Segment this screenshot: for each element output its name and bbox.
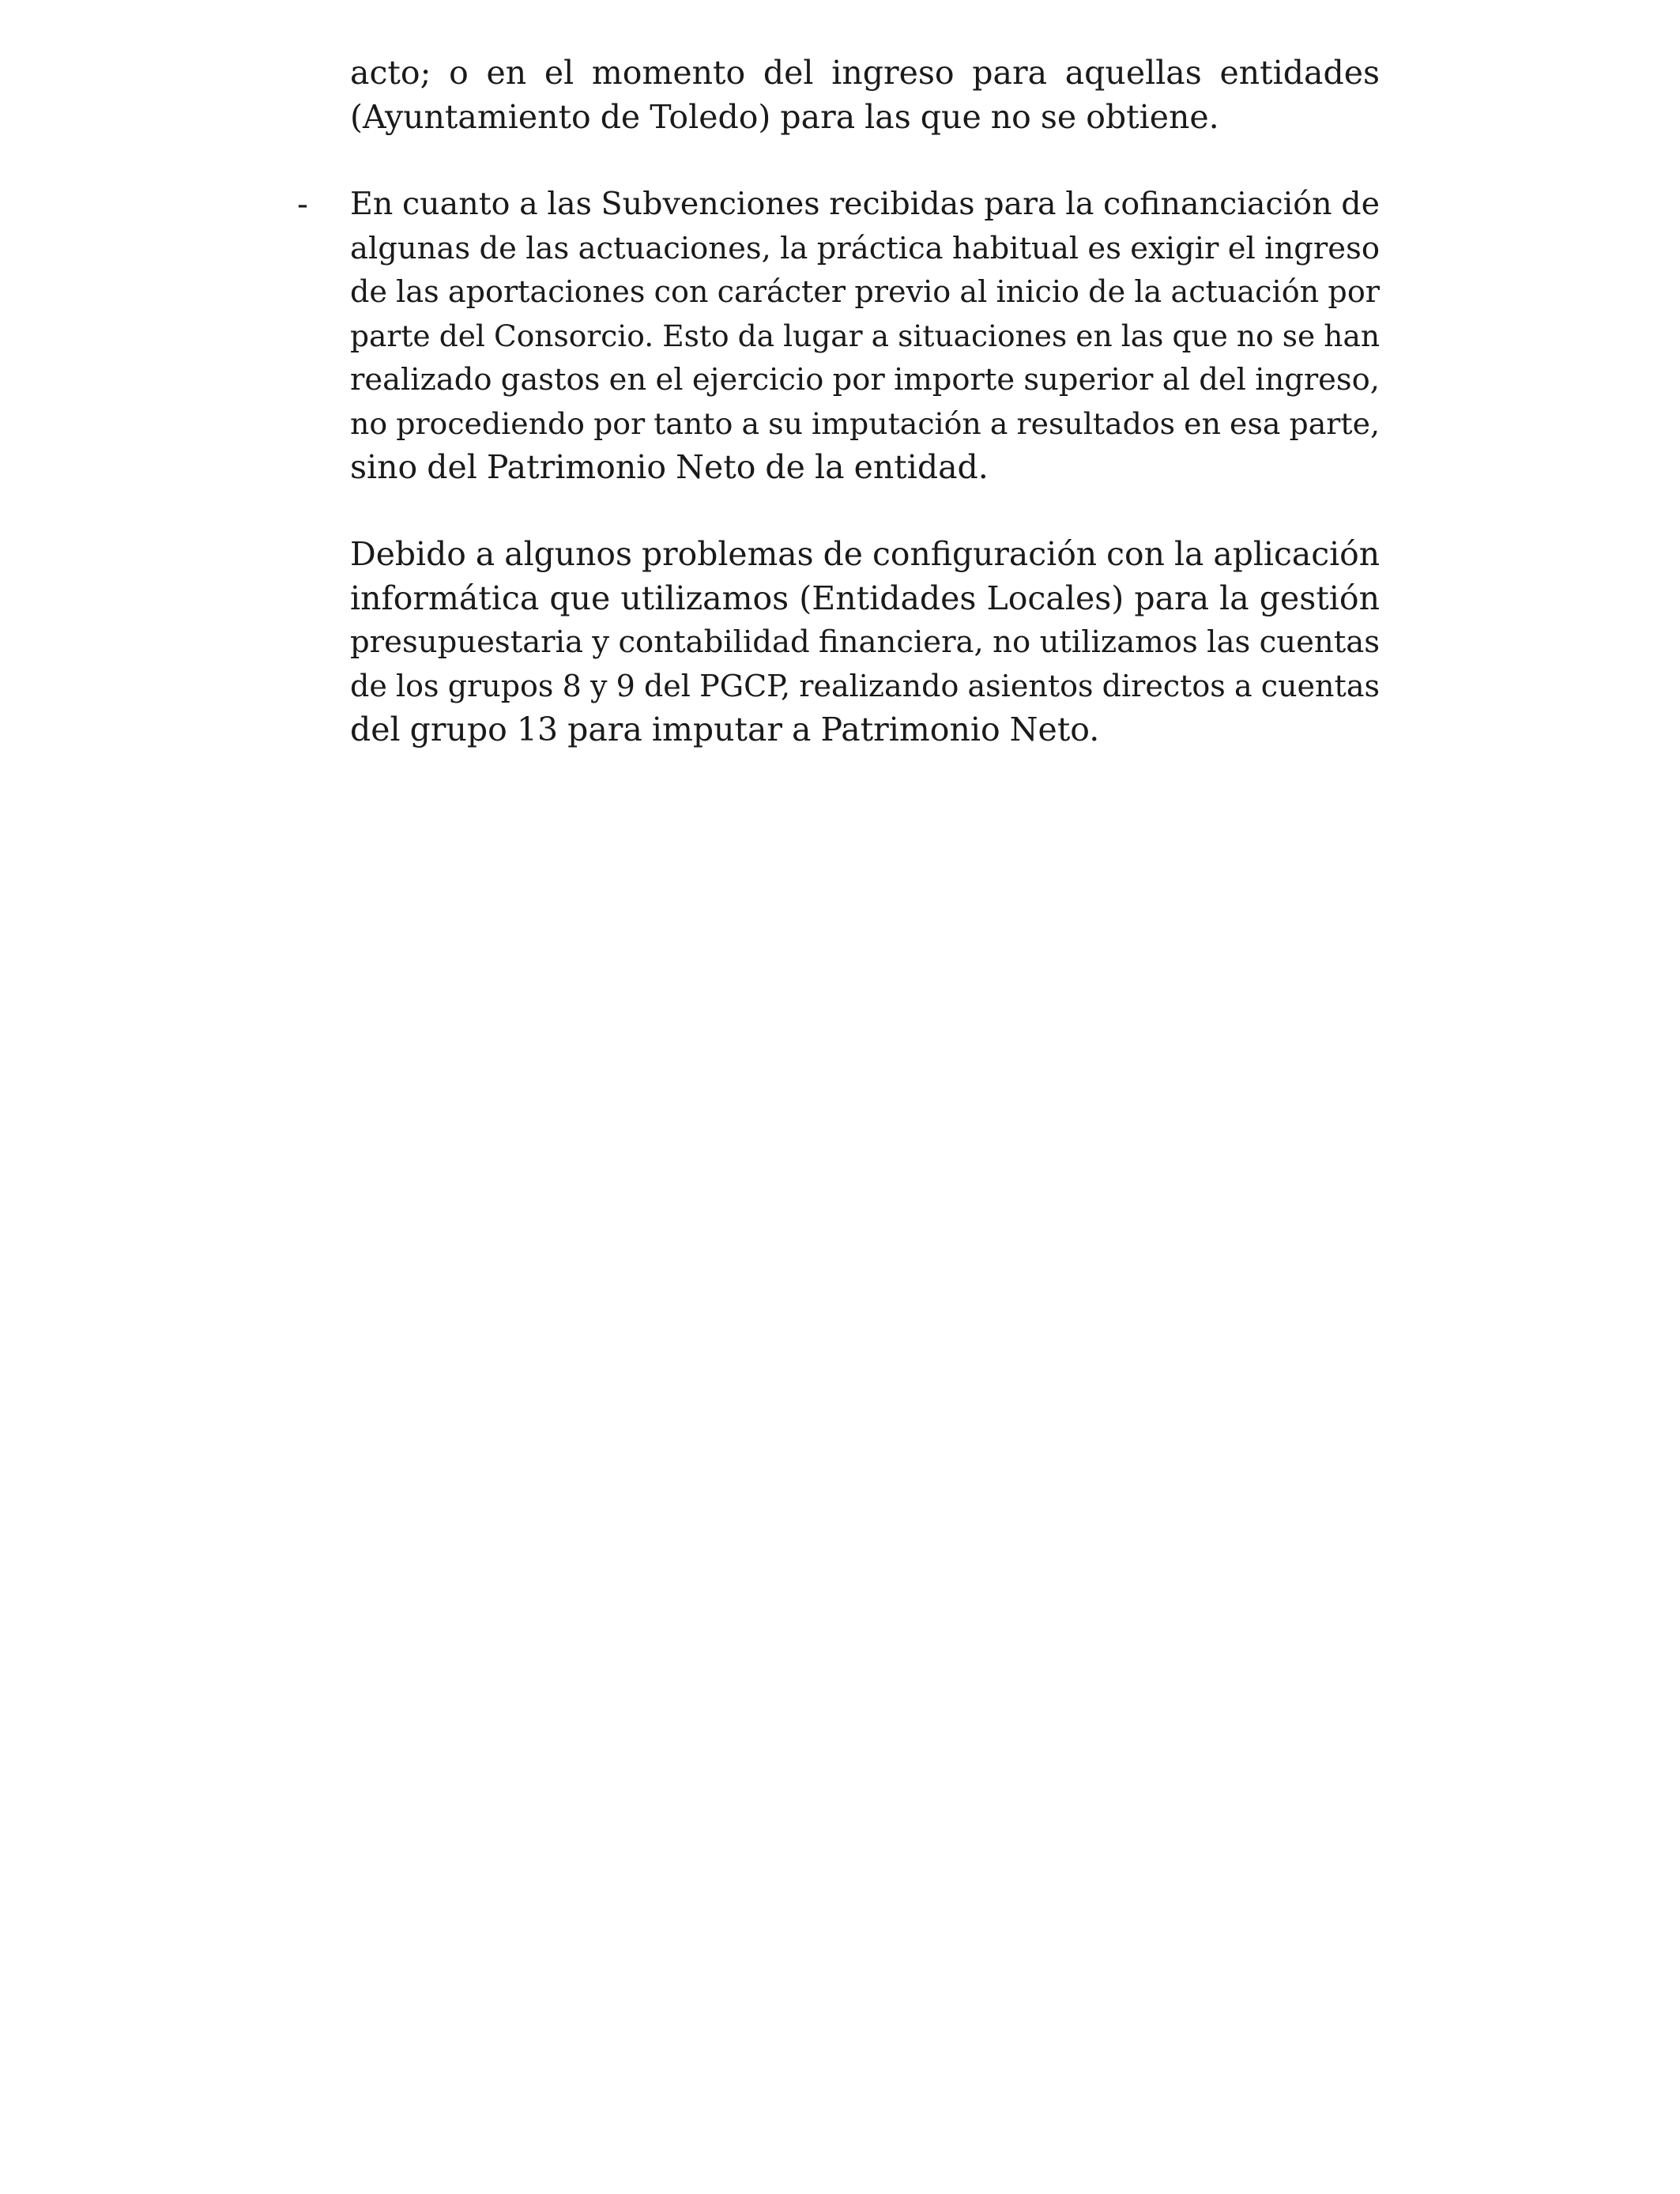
text-line: acto; o en el momento del ingreso para aquellas entidades — [350, 54, 1380, 92]
text-line: presupuestaria y contabilidad financiera, no utilizamos las cuentas — [350, 624, 1380, 660]
text-line: no procediendo por tanto a su imputación a resultados en esa parte, — [350, 405, 1380, 441]
bullet-dash-marker: - — [297, 185, 308, 223]
text-line: sino del Patrimonio Neto de la entidad. — [350, 448, 989, 486]
text-line: informática que utilizamos (Entidades Locales) para la gestión — [350, 579, 1380, 617]
text-line: Debido a algunos problemas de configuración con la aplicación — [350, 535, 1380, 573]
text-line: de las aportaciones con carácter previo al inicio de la actuación por — [350, 274, 1380, 309]
text-line: realizado gastos en el ejercicio por importe superior al del ingreso, — [350, 362, 1380, 398]
paragraph-continuation — [350, 51, 1380, 139]
text-line: del grupo 13 para imputar a Patrimonio Neto. — [350, 711, 1100, 748]
text-line: de los grupos 8 y 9 del PGCP, realizando asientos directos a cuentas — [350, 668, 1380, 703]
text-line: (Ayuntamiento de Toledo) para las que no se obtiene. — [350, 97, 1219, 136]
text-line: En cuanto a las Subvenciones recibidas para la cofinanciación de — [350, 186, 1380, 222]
text-line: parte del Consorcio. Esto da lugar a situaciones en las que no se han — [350, 318, 1380, 353]
bullet-paragraph-subvenciones — [350, 183, 1380, 490]
paragraph-configuracion — [350, 533, 1380, 752]
text-line: algunas de las actuaciones, la práctica habitual es exigir el ingreso — [350, 230, 1380, 266]
